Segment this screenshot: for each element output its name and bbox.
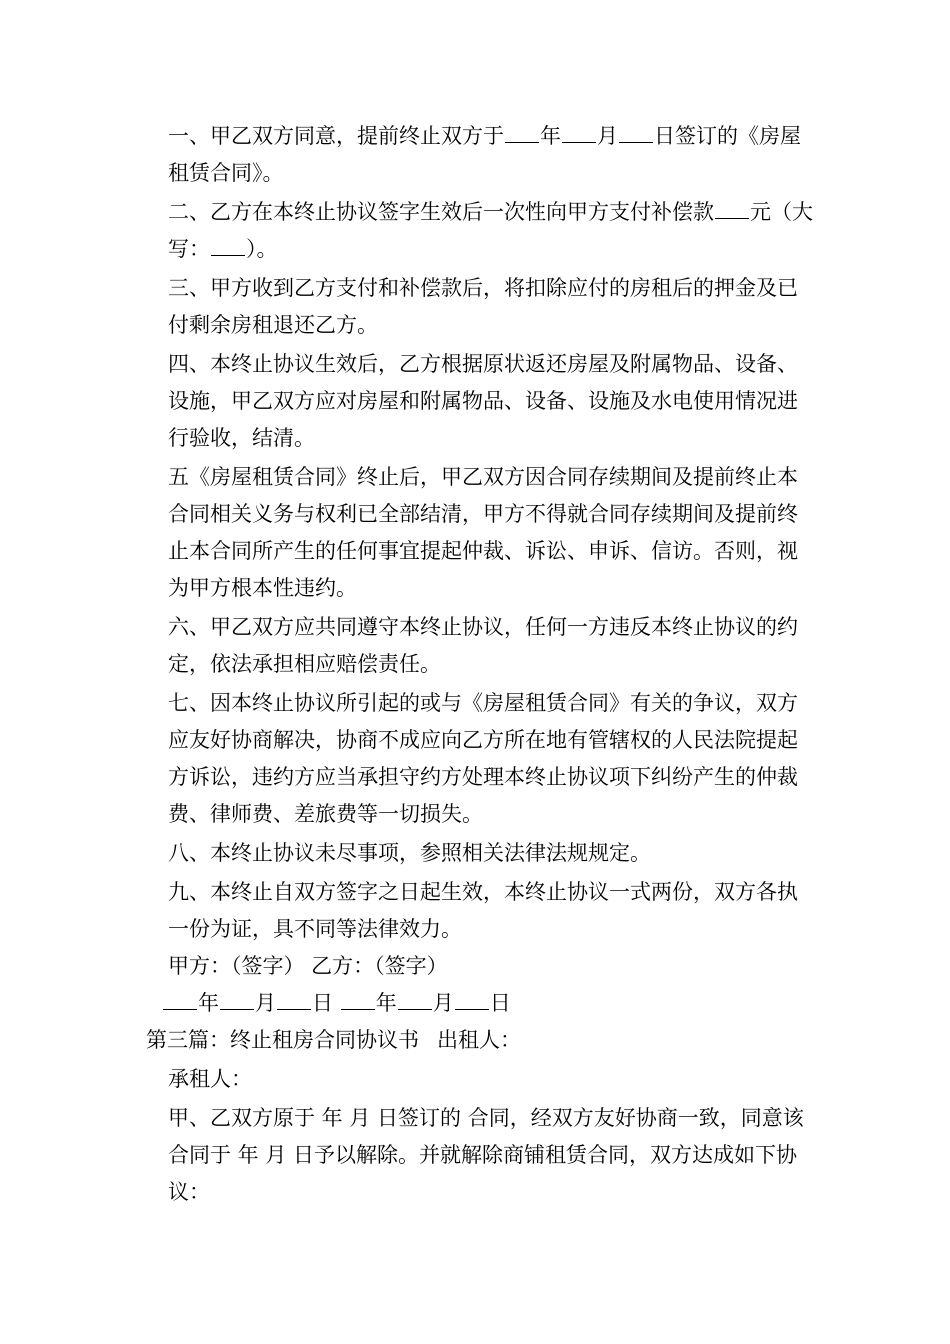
clause-2-text-c: ）。: [246, 237, 278, 261]
clause-7-text: 七、因本终止协议所引起的或与《房屋租赁合同》有关的争议，双方应友好协商解决，协商不成应向乙方所在地有管辖权的人民法院提起方诉讼，违约方应当承担守约方处理本终止协议项下纠纷产生的仲裁费、律师费、差旅费等一切损失。: [168, 691, 798, 826]
clause-1-text-b: 日签订的《房屋租赁合同》。: [168, 124, 801, 185]
clause-2: [146, 194, 816, 268]
date-a-year: 年: [198, 991, 219, 1015]
section-3-body: [146, 1100, 816, 1211]
clause-1-year: 年: [540, 124, 561, 148]
blank-date-a-year: [163, 987, 197, 1010]
clause-6-text: 六、甲乙双方应共同遵守本终止协议，任何一方违反本终止协议的约定，依法承担相应赔偿责任。: [168, 615, 798, 676]
blank-date-a-day: [277, 987, 311, 1010]
clause-2-text-b: 元（大写：: [168, 200, 813, 261]
blank-day: [619, 120, 653, 143]
section-3-lessor: 出租人：: [437, 1028, 521, 1052]
clause-6: [146, 609, 816, 683]
blank-year: [505, 120, 539, 143]
blank-date-a-month: [220, 987, 254, 1010]
blank-date-b-year: [341, 987, 375, 1010]
section-3-heading-line: [146, 1022, 816, 1059]
clause-5-text: 五《房屋租赁合同》终止后，甲乙双方因合同存续期间及提前终止本合同相关义务与权利已全部结清，甲方不得就合同存续期间及提前终止本合同所产生的任何事宜提起仲裁、诉讼、申诉、信访。否则，视为甲方根本性违约。: [168, 465, 798, 600]
signature-dates: [146, 985, 816, 1022]
clause-4-text: 四、本终止协议生效后，乙方根据原状返还房屋及附属物品、设备、设施，甲乙双方应对房屋和附属物品、设备、设施及水电使用情况进行验收，结清。: [168, 352, 798, 450]
blank-date-b-month: [398, 987, 432, 1010]
section-3-heading: 第三篇：终止租房合同协议书: [146, 1028, 419, 1052]
date-b-year: 年: [375, 991, 397, 1015]
clause-1-month: 月: [597, 124, 618, 148]
clause-1: [146, 118, 816, 192]
clause-5: [146, 459, 816, 607]
clause-9: [146, 874, 816, 948]
clause-1-text-a: 一、甲乙双方同意，提前终止双方于: [168, 124, 504, 148]
date-b-month: 月: [432, 991, 454, 1015]
signature-text: 甲方：（签字） 乙方：（签字）: [168, 954, 448, 978]
date-b-day: 日: [489, 991, 511, 1015]
date-a-day: 日: [312, 991, 333, 1015]
section-3-body-text: 甲、乙双方原于 年 月 日签订的 合同，经双方友好协商一致，同意该合同于 年 月 日予以解除。并就解除商铺租赁合同，双方达成如下协议：: [168, 1106, 804, 1204]
clause-7: [146, 685, 816, 833]
clause-2-text-a: 二、乙方在本终止协议签字生效后一次性向甲方支付补偿款: [168, 200, 714, 224]
clause-3-text: 三、甲方收到乙方支付和补偿款后，将扣除应付的房租后的押金及已付剩余房租退还乙方。: [168, 276, 798, 337]
section-3-lessee-line: [146, 1061, 816, 1098]
blank-date-b-day: [455, 987, 489, 1010]
date-a-month: 月: [255, 991, 276, 1015]
clause-8: [146, 835, 816, 872]
clause-3: [146, 270, 816, 344]
clause-8-text: 八、本终止协议未尽事项，参照相关法律法规规定。: [168, 841, 651, 865]
signature-line: [146, 948, 816, 985]
clause-9-text: 九、本终止自双方签字之日起生效，本终止协议一式两份，双方各执一份为证，具不同等法律效力。: [168, 880, 798, 941]
blank-amount: [715, 196, 749, 219]
clause-4: [146, 346, 816, 457]
blank-amount-words: [211, 233, 245, 256]
blank-month: [562, 120, 596, 143]
document-body: [146, 118, 816, 1211]
section-3-lessee: 承租人：: [168, 1067, 252, 1091]
